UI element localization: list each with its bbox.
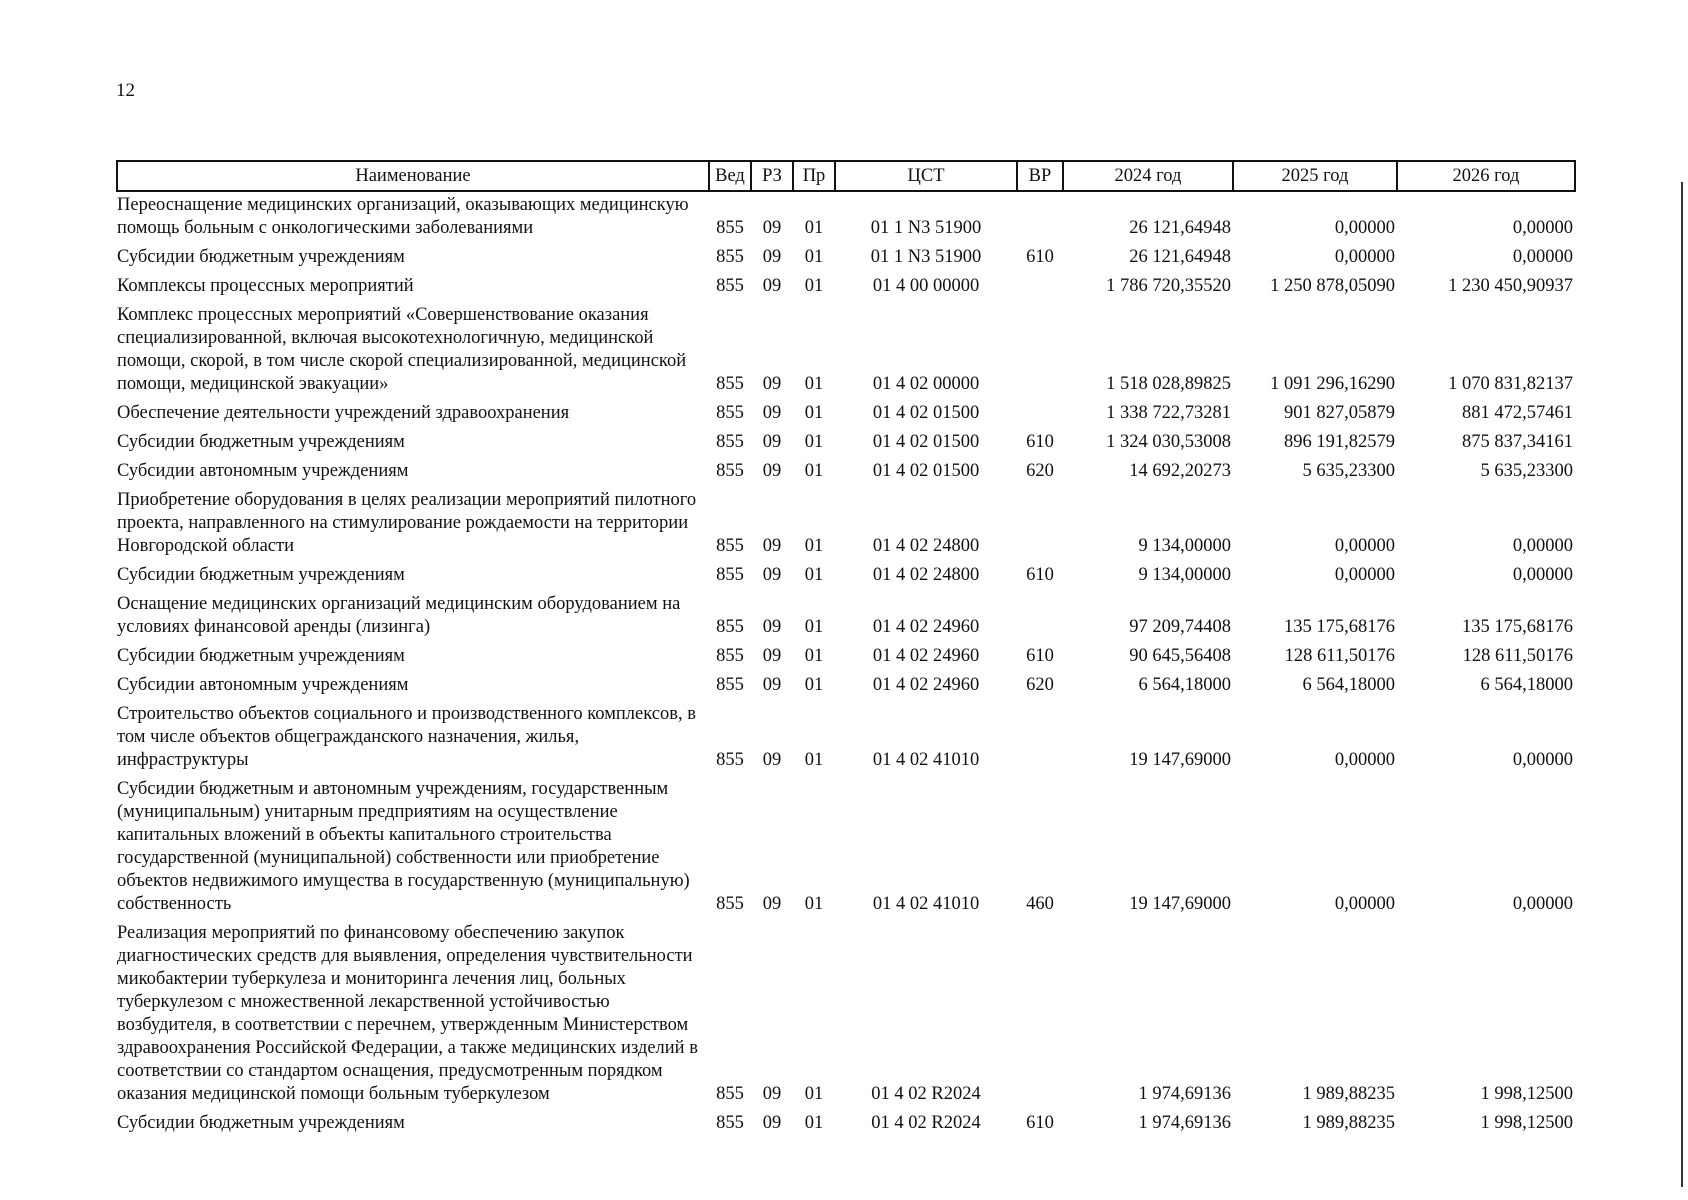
row-ved: 855 xyxy=(716,403,744,423)
table-row xyxy=(117,244,1575,273)
row-amount-2024: 90 645,56408 xyxy=(1129,646,1231,666)
header-cst: ЦСТ xyxy=(835,161,1017,191)
row-amount-2026: 875 837,34161 xyxy=(1462,432,1573,452)
header-2026: 2026 год xyxy=(1397,161,1575,191)
table-row xyxy=(117,191,1575,244)
row-amount-2024: 9 134,00000 xyxy=(1138,536,1231,556)
row-rz: 09 xyxy=(762,750,782,770)
row-cst: 01 1 N3 51900 xyxy=(870,247,982,267)
header-2025: 2025 год xyxy=(1233,161,1397,191)
row-amount-2024: 1 338 722,73281 xyxy=(1106,403,1231,423)
row-amount-2024: 1 324 030,53008 xyxy=(1106,432,1231,452)
row-pr: 01 xyxy=(804,1113,824,1133)
row-ved: 855 xyxy=(716,646,744,666)
row-name: Реализация мероприятий по финансовому обеспечению закупок диагностических средств для выявления, определения чувствительности микобактерии туберкулеза и мониторинга лечения лиц, больных туберкулезом с множественной лекарственной устойчивостью возбудителя, в соответствии с перечнем, утвержденным Министерством здравоохранения Российской Федерации, а также медицинских изделий в соответствии со стандартом оснащения, предусмотренным порядком оказания медицинской помощи больным туберкулезом xyxy=(117,923,698,1104)
row-amount-2026: 0,00000 xyxy=(1512,218,1573,238)
row-vr: 620 xyxy=(1026,461,1054,481)
row-amount-2024: 19 147,69000 xyxy=(1129,750,1231,770)
table-row xyxy=(117,1110,1575,1139)
row-ved: 855 xyxy=(716,617,744,637)
row-amount-2026: 1 070 831,82137 xyxy=(1448,374,1573,394)
row-amount-2026: 1 230 450,90937 xyxy=(1448,276,1573,296)
row-name: Субсидии бюджетным учреждениям xyxy=(117,432,405,452)
header-2024: 2024 год xyxy=(1063,161,1233,191)
row-ved: 855 xyxy=(716,675,744,695)
header-pr: Пр xyxy=(793,161,835,191)
row-name: Приобретение оборудования в целях реализации мероприятий пилотного проекта, направленного на стимулирование рождаемости на территории Новгородской области xyxy=(117,490,697,556)
row-amount-2024: 26 121,64948 xyxy=(1129,247,1231,267)
row-name: Переоснащение медицинских организаций, оказывающих медицинскую помощь больным с онкологическими заболеваниями xyxy=(117,195,689,238)
row-name: Субсидии бюджетным учреждениям xyxy=(117,1113,405,1133)
row-rz: 09 xyxy=(762,536,782,556)
table-row xyxy=(117,920,1575,1110)
row-ved: 855 xyxy=(716,247,744,267)
row-pr: 01 xyxy=(804,218,824,238)
row-pr: 01 xyxy=(804,432,824,452)
row-pr: 01 xyxy=(804,894,824,914)
row-amount-2026: 5 635,23300 xyxy=(1480,461,1573,481)
row-cst: 01 4 02 01500 xyxy=(872,403,980,423)
row-amount-2026: 0,00000 xyxy=(1512,750,1573,770)
row-name: Комплекс процессных мероприятий «Совершенствование оказания специализированной, включая высокотехнологичную, медицинской помощи, скорой, в том числе скорой специализированной, медицинской помощи, медицинской эвакуации» xyxy=(117,305,687,394)
row-pr: 01 xyxy=(804,1084,824,1104)
row-amount-2024: 9 134,00000 xyxy=(1138,565,1231,585)
table-row xyxy=(117,487,1575,562)
row-vr: 460 xyxy=(1026,894,1054,914)
row-amount-2025: 901 827,05879 xyxy=(1284,403,1395,423)
row-vr xyxy=(1017,701,1063,776)
row-cst: 01 4 02 41010 xyxy=(872,894,980,914)
row-ved: 855 xyxy=(716,218,744,238)
row-ved: 855 xyxy=(716,432,744,452)
table-body xyxy=(117,191,1575,1139)
row-cst: 01 4 02 01500 xyxy=(872,432,980,452)
header-ved: Вед xyxy=(709,161,751,191)
table-row xyxy=(117,400,1575,429)
row-amount-2024: 19 147,69000 xyxy=(1129,894,1231,914)
row-amount-2024: 97 209,74408 xyxy=(1129,617,1231,637)
row-vr xyxy=(1017,487,1063,562)
row-amount-2026: 6 564,18000 xyxy=(1480,675,1573,695)
row-rz: 09 xyxy=(762,403,782,423)
row-cst: 01 4 00 00000 xyxy=(872,276,980,296)
row-amount-2025: 1 989,88235 xyxy=(1302,1113,1395,1133)
row-name: Комплексы процессных мероприятий xyxy=(117,276,414,296)
row-pr: 01 xyxy=(804,565,824,585)
row-rz: 09 xyxy=(762,565,782,585)
row-vr xyxy=(1017,591,1063,643)
right-margin-line xyxy=(1681,182,1683,1187)
row-cst: 01 4 02 00000 xyxy=(872,374,980,394)
row-amount-2025: 1 250 878,05090 xyxy=(1270,276,1395,296)
row-amount-2025: 0,00000 xyxy=(1334,247,1395,267)
table-row xyxy=(117,429,1575,458)
header-rz: РЗ xyxy=(751,161,793,191)
row-vr xyxy=(1017,400,1063,429)
row-amount-2025: 135 175,68176 xyxy=(1284,617,1395,637)
row-cst: 01 4 02 R2024 xyxy=(871,1084,981,1104)
row-name: Оснащение медицинских организаций медицинским оборудованием на условиях финансовой аренды (лизинга) xyxy=(117,594,681,637)
row-amount-2025: 1 091 296,16290 xyxy=(1270,374,1395,394)
row-name: Субсидии бюджетным и автономным учреждениям, государственным (муниципальным) унитарным предприятиям на осуществление капитальных вложений в объекты капитального строительства государственной (муниципальной) собственности или приобретение объектов недвижимого имущества в государственную (муниципальную) собственность xyxy=(117,779,690,914)
row-amount-2025: 6 564,18000 xyxy=(1302,675,1395,695)
table-row xyxy=(117,776,1575,920)
table-row xyxy=(117,458,1575,487)
row-amount-2026: 0,00000 xyxy=(1512,565,1573,585)
header-vr: ВР xyxy=(1017,161,1063,191)
row-amount-2026: 881 472,57461 xyxy=(1462,403,1573,423)
table-row xyxy=(117,302,1575,400)
row-pr: 01 xyxy=(804,617,824,637)
row-vr: 610 xyxy=(1026,247,1054,267)
row-amount-2024: 14 692,20273 xyxy=(1129,461,1231,481)
row-rz: 09 xyxy=(762,675,782,695)
row-amount-2025: 128 611,50176 xyxy=(1284,646,1395,666)
row-cst: 01 4 02 24800 xyxy=(872,536,980,556)
row-rz: 09 xyxy=(762,276,782,296)
row-rz: 09 xyxy=(762,1113,782,1133)
table-row xyxy=(117,591,1575,643)
row-amount-2024: 1 974,69136 xyxy=(1138,1113,1231,1133)
page-number: 12 xyxy=(116,80,135,101)
header-row xyxy=(117,161,1575,191)
row-name: Субсидии бюджетным учреждениям xyxy=(117,565,405,585)
row-ved: 855 xyxy=(716,894,744,914)
row-ved: 855 xyxy=(716,461,744,481)
row-rz: 09 xyxy=(762,646,782,666)
row-cst: 01 4 02 24800 xyxy=(872,565,980,585)
row-ved: 855 xyxy=(716,1084,744,1104)
row-name: Субсидии бюджетным учреждениям xyxy=(117,646,405,666)
row-pr: 01 xyxy=(804,675,824,695)
row-ved: 855 xyxy=(716,750,744,770)
row-amount-2025: 0,00000 xyxy=(1334,565,1395,585)
row-ved: 855 xyxy=(716,276,744,296)
row-name: Субсидии автономным учреждениям xyxy=(117,675,409,695)
row-ved: 855 xyxy=(716,374,744,394)
row-amount-2024: 1 974,69136 xyxy=(1138,1084,1231,1104)
row-ved: 855 xyxy=(716,1113,744,1133)
row-amount-2026: 1 998,12500 xyxy=(1480,1113,1573,1133)
row-amount-2026: 1 998,12500 xyxy=(1480,1084,1573,1104)
row-ved: 855 xyxy=(716,536,744,556)
row-vr xyxy=(1017,191,1063,244)
row-cst: 01 4 02 24960 xyxy=(872,646,980,666)
row-ved: 855 xyxy=(716,565,744,585)
row-pr: 01 xyxy=(804,750,824,770)
row-amount-2025: 5 635,23300 xyxy=(1302,461,1395,481)
row-pr: 01 xyxy=(804,276,824,296)
row-cst: 01 4 02 01500 xyxy=(872,461,980,481)
row-rz: 09 xyxy=(762,218,782,238)
budget-table xyxy=(116,160,1576,1139)
row-amount-2026: 0,00000 xyxy=(1512,536,1573,556)
row-amount-2025: 0,00000 xyxy=(1334,894,1395,914)
table-row xyxy=(117,273,1575,302)
table-row xyxy=(117,643,1575,672)
row-cst: 01 1 N3 51900 xyxy=(870,218,982,238)
row-vr xyxy=(1017,302,1063,400)
row-name: Строительство объектов социального и производственного комплексов, в том числе объектов общегражданского назначения, жилья, инфраструктуры xyxy=(117,704,696,770)
row-amount-2025: 896 191,82579 xyxy=(1284,432,1395,452)
row-amount-2025: 0,00000 xyxy=(1334,218,1395,238)
table-row xyxy=(117,562,1575,591)
row-amount-2025: 0,00000 xyxy=(1334,750,1395,770)
row-pr: 01 xyxy=(804,403,824,423)
row-amount-2026: 128 611,50176 xyxy=(1462,646,1573,666)
row-cst: 01 4 02 R2024 xyxy=(871,1113,981,1133)
row-rz: 09 xyxy=(762,1084,782,1104)
row-amount-2024: 6 564,18000 xyxy=(1138,675,1231,695)
table-row xyxy=(117,672,1575,701)
row-vr: 610 xyxy=(1026,565,1054,585)
row-vr xyxy=(1017,920,1063,1110)
row-rz: 09 xyxy=(762,461,782,481)
row-amount-2025: 1 989,88235 xyxy=(1302,1084,1395,1104)
row-amount-2026: 0,00000 xyxy=(1512,247,1573,267)
row-cst: 01 4 02 41010 xyxy=(872,750,980,770)
row-amount-2024: 1 786 720,35520 xyxy=(1106,276,1231,296)
row-amount-2024: 26 121,64948 xyxy=(1129,218,1231,238)
row-vr xyxy=(1017,273,1063,302)
row-name: Обеспечение деятельности учреждений здравоохранения xyxy=(117,403,570,423)
row-cst: 01 4 02 24960 xyxy=(872,617,980,637)
row-rz: 09 xyxy=(762,432,782,452)
row-pr: 01 xyxy=(804,536,824,556)
row-pr: 01 xyxy=(804,247,824,267)
row-rz: 09 xyxy=(762,374,782,394)
row-vr: 610 xyxy=(1026,1113,1054,1133)
row-amount-2026: 0,00000 xyxy=(1512,894,1573,914)
row-name: Субсидии бюджетным учреждениям xyxy=(117,247,405,267)
row-amount-2024: 1 518 028,89825 xyxy=(1106,374,1231,394)
row-rz: 09 xyxy=(762,247,782,267)
row-pr: 01 xyxy=(804,646,824,666)
row-vr: 620 xyxy=(1026,675,1054,695)
row-pr: 01 xyxy=(804,461,824,481)
row-rz: 09 xyxy=(762,617,782,637)
row-amount-2025: 0,00000 xyxy=(1334,536,1395,556)
row-vr: 610 xyxy=(1026,646,1054,666)
header-name: Наименование xyxy=(117,161,709,191)
row-vr: 610 xyxy=(1026,432,1054,452)
row-pr: 01 xyxy=(804,374,824,394)
row-cst: 01 4 02 24960 xyxy=(872,675,980,695)
row-name: Субсидии автономным учреждениям xyxy=(117,461,409,481)
row-rz: 09 xyxy=(762,894,782,914)
table-row xyxy=(117,701,1575,776)
row-amount-2026: 135 175,68176 xyxy=(1462,617,1573,637)
